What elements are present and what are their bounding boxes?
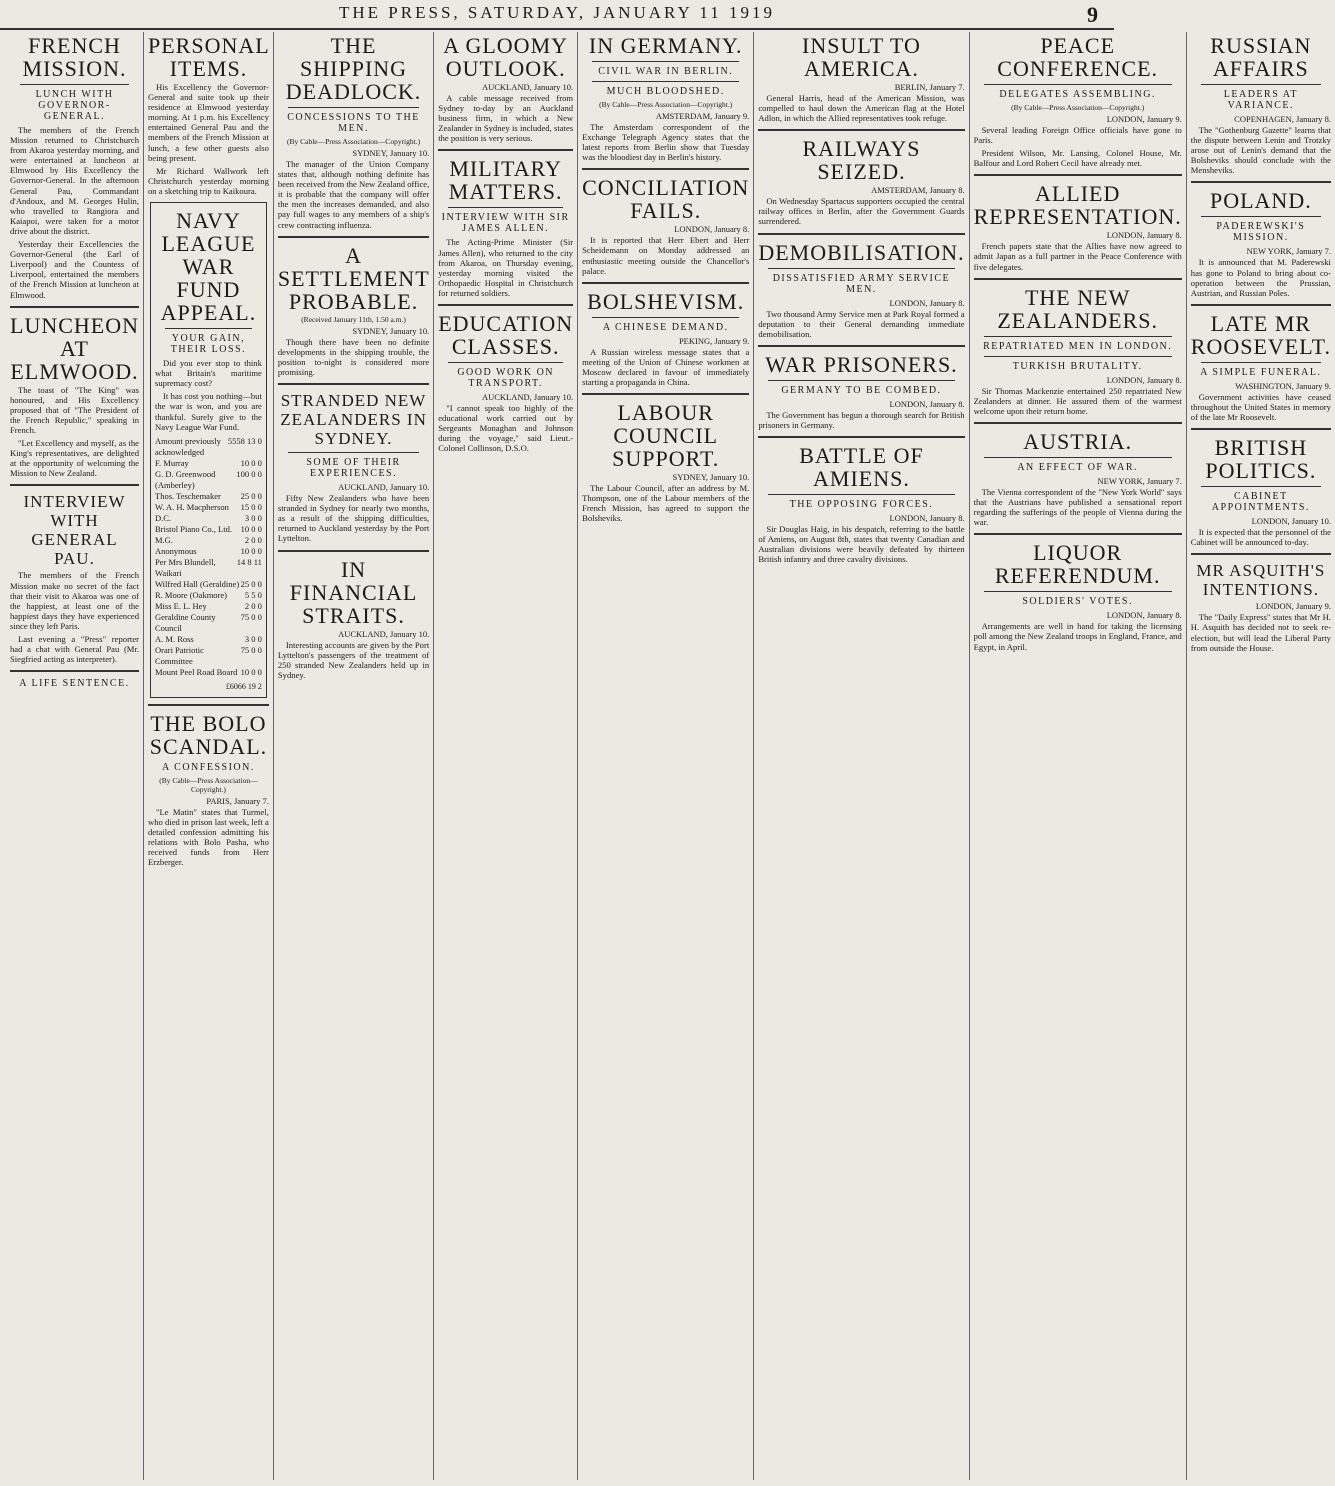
article-dateline: LONDON, January 8. [889, 398, 965, 409]
divider [288, 107, 419, 108]
article [974, 422, 1182, 527]
article-dateline: SYDNEY, January 10. [672, 472, 750, 483]
article [278, 383, 429, 543]
article-dateline: NEW YORK, January 7. [1246, 246, 1331, 257]
article-paragraph: It is reported that Herr Ebert and Herr Scheidemann on Monday addressed an enthusiastic meeting outside the Chancellor's palace. [582, 235, 750, 276]
subscriber-name: Geraldine County Council [155, 611, 216, 633]
article-dateline: LONDON, January 8. [889, 297, 965, 308]
article-heading: MILITARY MATTERS. [448, 156, 563, 205]
divider [758, 233, 964, 235]
subscription-amount: 15 0 0 [240, 501, 262, 512]
article-heading: A GLOOMY OUTLOOK. [443, 33, 569, 81]
subscription-list [155, 436, 262, 678]
subscription-row [155, 469, 262, 491]
article-heading: IN FINANCIAL STRAITS. [289, 556, 418, 628]
article-paragraph: Interesting accounts are given by the Port Lyttelton's passengers of the treatment of 250 stranded New Zealanders held up in Sydney. [277, 639, 430, 680]
article-source: (By Cable—Press Association—Copyright.) [286, 137, 421, 146]
article [974, 533, 1182, 651]
divider [974, 533, 1182, 535]
article-paragraph: "Let Excellency and myself, as the King's representatives, are delighted at the opportunity of welcoming the Mission to New Zealand. [10, 438, 139, 479]
article [278, 236, 429, 377]
appeal-paragraph: It has cost you nothing—but the war is won, and you are thankful. Surely give to the Navy League War Fund. [155, 391, 262, 432]
subscriber-name: Per Mrs Blundell, Waikari [155, 556, 216, 578]
divider [984, 457, 1172, 458]
article-paragraph: His Excellency the Governor-General and suite took up their residence at Elmwood yesterday morning. At 1 p.m. his Excellency entertained General Pau and the members of the French Mission at lunch, a few other guests also being present. [148, 82, 269, 163]
subscriber-name: Orari Patriotic Committee [155, 644, 204, 666]
subscription-row [155, 590, 262, 601]
appeal-heading: NAVY LEAGUE WAR FUND APPEAL. [160, 208, 257, 326]
article [582, 393, 749, 523]
divider [1201, 84, 1321, 85]
column-4 [433, 32, 577, 1480]
subscriber-name: Wilfred Hall (Geraldine) [155, 578, 240, 589]
article [582, 34, 749, 162]
divider [165, 328, 252, 329]
article-dateline: AMSTERDAM, January 8. [871, 185, 965, 196]
article-paragraph: General Harris, head of the American Mission, was compelled to haul down the American flag at the Hotel Adlon, in which the Allied representatives took refuge. [758, 93, 965, 124]
subscription-row [155, 502, 262, 513]
subscriber-name: Anonymous [155, 545, 197, 556]
divider [582, 393, 749, 395]
divider [758, 129, 964, 131]
article-dateline: AUCKLAND, January 10. [481, 82, 574, 92]
subscriber-name: Miss E. L. Hey [155, 600, 207, 611]
column-8 [1186, 32, 1335, 1480]
article-subheading: CONCESSIONS TO THE MEN. [287, 112, 420, 134]
subscription-amount: 25 0 0 [240, 490, 262, 501]
subscriber-name: Mount Peel Road Board [155, 666, 238, 677]
article-paragraph: The toast of "The King" was honoured, and His Excellency proposed that of "The President of the French Republic," speaking in French. [10, 384, 139, 435]
subscriber-name: M.G. [155, 534, 173, 545]
divider [768, 380, 954, 381]
article-paragraph: "Le Matin" states that Turmel, who died in prison last week, left a detailed confession admitting his relations with Bolo Pasha, who received funds from Herr Erzberger. [148, 806, 269, 868]
article-dateline: AUCKLAND, January 10. [338, 482, 430, 493]
article-heading: LIQUOR REFERENDUM. [994, 540, 1161, 589]
article-paragraph: It is expected that the personnel of the Cabinet will be announced to-day. [1190, 527, 1331, 548]
article-heading: THE SHIPPING DEADLOCK. [285, 33, 422, 104]
article-heading: LABOUR COUNCIL SUPPORT. [612, 400, 720, 472]
article-heading: RAILWAYS SEIZED. [802, 136, 921, 185]
article [148, 34, 269, 196]
article-subheading: MUCH BLOODSHED. [606, 86, 725, 97]
article [438, 304, 573, 453]
article-paragraph: Yesterday their Excellencies the Governor-General (the Earl of Liverpool) and the Countess of Liverpool, entertained the members of the French Mission at luncheon at Elmwood. [10, 239, 139, 300]
divider [10, 484, 139, 486]
article-paragraph: Sir Thomas Mackenzie entertained 250 repatriated New Zealanders at dinner. He assured them of the warmest welcome upon their return home. [973, 385, 1182, 416]
article-paragraph: Last evening a "Press" reporter had a chat with General Pau (Mr. Siegfried acting as interpreter). [10, 634, 139, 665]
article-subheading: SOLDIERS' VOTES. [1022, 596, 1133, 608]
divider [984, 336, 1172, 337]
divider [768, 494, 954, 495]
article-heading: CONCILIATION FAILS. [582, 175, 750, 224]
subscription-row [155, 491, 262, 502]
article-dateline: LONDON, January 9. [1255, 601, 1331, 612]
article-heading: LUNCHEON AT ELMWOOD. [10, 312, 139, 384]
article-heading: POLAND. [1209, 188, 1312, 214]
article-paragraph: Sir Douglas Haig, in his despatch, referring to the battle of Amiens, on August 8th, states that twenty Canadian and Australian divisions were heavily defeated by thirteen British infantry and three cavalry divisions. [758, 524, 965, 565]
divider [974, 278, 1182, 280]
article [1191, 181, 1331, 297]
article [1191, 553, 1331, 652]
article-paragraph: Arrangements are well in hand for taking the licensing poll among the New Zealand troops in England, France, and Egypt, in April. [973, 621, 1182, 652]
divider [20, 84, 129, 85]
article-source: (By Cable—Press Association—Copyright.) [599, 100, 733, 109]
article-dateline: NEW YORK, January 7. [1097, 475, 1182, 486]
article-dateline: LONDON, January 8. [1106, 230, 1182, 241]
divider [768, 268, 954, 269]
subscriber-name: W. A. H. Macpherson [155, 501, 229, 512]
article [1191, 304, 1331, 422]
article-heading: ALLIED REPRESENTATION. [973, 181, 1182, 230]
article [10, 306, 139, 479]
article-subheading: SOME OF THEIR EXPERIENCES. [306, 457, 401, 480]
article [10, 484, 139, 664]
article-heading: A SETTLEMENT PROBABLE. [277, 242, 430, 314]
article-subheading: CIVIL WAR IN BERLIN. [598, 66, 734, 77]
article-subheading: LEADERS AT VARIANCE. [1223, 89, 1298, 111]
appeal-box [150, 202, 267, 698]
divider [984, 84, 1172, 85]
article-paragraph: The Acting-Prime Minister (Sir James Allen), who returned to the city from Akaroa, on Thursday evening, yesterday morning visited the Orthopaedic Hospital in Christchurch for returned soldiers. [438, 237, 574, 298]
divider [1201, 362, 1321, 363]
divider [438, 149, 573, 151]
article [1191, 428, 1331, 547]
article-dateline: LONDON, January 8. [674, 224, 750, 235]
divider [1191, 181, 1331, 183]
divider [984, 356, 1172, 357]
article-dateline: PARIS, January 7. [206, 795, 269, 806]
column-5 [577, 32, 753, 1480]
divider [10, 670, 139, 672]
divider [10, 306, 139, 308]
column-7 [969, 32, 1186, 1480]
article-source: (By Cable—Press Association—Copyright.) [1011, 103, 1145, 112]
article-subheading: TURKISH BRUTALITY. [1012, 360, 1143, 372]
article-paragraph: The members of the French Mission make no secret of the fact that their visit to Akaroa was one of the happiest, at least one of the happiest days they have experienced since they left Paris. [10, 570, 139, 631]
article-paragraph: President Wilson, Mr. Lansing, Colonel House, Mr. Balfour and Lord Robert Cecil have already met. [973, 148, 1182, 169]
appeal-subheading: YOUR GAIN, THEIR LOSS. [170, 333, 247, 356]
article-dateline: SYDNEY, January 10. [352, 325, 430, 336]
divider [592, 317, 739, 318]
article-heading: BRITISH POLITICS. [1205, 435, 1317, 484]
subscription-row [155, 579, 262, 590]
article-dateline: AUCKLAND, January 10. [338, 628, 430, 639]
subscription-amount: 14 8 11 [236, 556, 262, 567]
divider [278, 383, 429, 385]
article-heading: INSULT TO AMERICA. [802, 33, 921, 81]
article [758, 129, 964, 226]
article-heading: PEACE CONFERENCE. [997, 33, 1159, 81]
article-paragraph: The "Gothenburg Gazette" learns that the dispute between Lenin and Trotzky arose out of Lenin's demand that the Bolsheviks should conclude with the Mensheviks. [1190, 125, 1331, 176]
article-dateline: LONDON, January 9. [1106, 114, 1182, 124]
subscription-amount: 5 5 0 [244, 589, 262, 600]
divider [1191, 304, 1331, 306]
subscription-row [155, 546, 262, 557]
article-subheading: A CHINESE DEMAND. [602, 321, 729, 333]
article [278, 34, 429, 230]
subscription-amount: 10 0 0 [240, 545, 262, 556]
article-subheading: CABINET APPOINTMENTS. [1211, 491, 1310, 514]
column-3 [273, 32, 433, 1480]
article-heading: INTERVIEW WITH GENERAL PAU. [23, 492, 126, 569]
article-paragraph: The Amsterdam correspondent of the Exchange Telegraph Agency states that the latest reports from Berlin show that Tuesday was the bloodiest day in Berlin's history. [582, 122, 750, 163]
article-dateline: LONDON, January 10. [1251, 516, 1331, 527]
masthead-title: THE PRESS, SATURDAY, JANUARY 11 1919 [339, 3, 775, 22]
divider [1201, 216, 1321, 217]
divider [1201, 486, 1321, 487]
page-number: 9 [1087, 2, 1098, 27]
article-dateline: COPENHAGEN, January 8. [1234, 114, 1331, 124]
divider [582, 168, 749, 170]
divider [974, 174, 1182, 176]
article-heading: THE NEW ZEALANDERS. [997, 284, 1159, 333]
article-heading: MR ASQUITH'S INTENTIONS. [1196, 561, 1326, 600]
subscription-row [155, 645, 262, 667]
subscriber-name: A. M. Ross [155, 633, 194, 644]
article-source: (By Cable—Press Association—Copyright.) [159, 775, 258, 794]
column-2 [143, 32, 273, 1480]
article-heading: EDUCATION CLASSES. [438, 311, 574, 360]
columns [6, 32, 1331, 1480]
article-subheading: DISSATISFIED ARMY SERVICE MEN. [772, 272, 951, 295]
article-paragraph: Fifty New Zealanders who have been stranded in Sydney for nearly two months, as a result of the shipping difficulties, returned to Auckland yesterday by the Port Lyttelton. [277, 493, 430, 544]
divider [984, 591, 1172, 592]
article-subheading: A CONFESSION. [162, 761, 255, 773]
article-dateline: SYDNEY, January 10. [352, 148, 430, 158]
divider [758, 436, 964, 438]
article-paragraph: The manager of the Union Company states that, although nothing definite has been received from the New Zealand office, it is probable that the company will offer the men the increases demanded, and also pay full wages to any members of a ship's crew contracting influenza. [277, 159, 430, 230]
divider [592, 61, 739, 62]
subscription-amount: 2 0 0 [244, 600, 262, 611]
article-dateline: PEKING, January 9. [678, 335, 750, 346]
article-dateline: LONDON, January 8. [889, 513, 965, 524]
article [974, 34, 1182, 168]
article-paragraph: Two thousand Army Service men at Park Royal formed a deputation to their General demanding immediate demobilisation. [758, 308, 965, 339]
divider [438, 304, 573, 306]
column-1 [6, 32, 143, 1480]
subscription-row [155, 557, 262, 579]
article [278, 550, 429, 680]
article-paragraph: Mr Richard Wallwork left Christchurch yesterday morning on a sketching trip to Kaikoura. [148, 165, 269, 196]
divider [148, 704, 269, 706]
article [758, 436, 964, 564]
article-dateline: AMSTERDAM, January 9. [655, 111, 750, 121]
article-paragraph: The "Daily Express" states that Mr H. H. Asquith has decided not to seek re-election, but will lead the Liberal Party from outside the House. [1190, 612, 1331, 653]
article-paragraph: A Russian wireless message states that a meeting of the Union of Chinese workmen at Moscow declared in favour of immediately starting a propaganda in China. [582, 346, 750, 388]
subscription-row [155, 513, 262, 524]
divider [1191, 428, 1331, 430]
masthead [0, 0, 1114, 30]
subscription-amount: 100 0 0 [236, 468, 262, 479]
article-dateline: WASHINGTON, January 9. [1235, 380, 1331, 391]
subscription-amount: 5558 13 0 [227, 435, 262, 446]
divider [278, 550, 429, 552]
divider [592, 81, 739, 82]
article-dateline: LONDON, January 8. [1106, 374, 1182, 385]
article-paragraph: A cable message received from Sydney to-day by an Auckland business firm, in which a New Zealander in Sydney is included, states the position is very serious. [438, 93, 574, 144]
article-subheading: DELEGATES ASSEMBLING. [999, 89, 1156, 100]
subscription-amount: 2 0 0 [244, 534, 262, 545]
divider [288, 452, 419, 453]
article [10, 34, 139, 300]
article-heading: LATE MR ROOSEVELT. [1190, 310, 1331, 359]
article-heading: PERSONAL ITEMS. [148, 33, 270, 81]
subscription-row [155, 612, 262, 634]
article-heading: STRANDED NEW ZEALANDERS IN SYDNEY. [280, 391, 427, 449]
divider [758, 345, 964, 347]
article-subheading: LUNCH WITH GOVERNOR-GENERAL. [35, 89, 114, 122]
subscription-row [155, 634, 262, 645]
article-paragraph: Though there have been no definite developments in the shipping trouble, the position to-night is considered more promising. [277, 336, 430, 377]
article-dateline: AUCKLAND, January 10. [481, 392, 574, 403]
article [758, 34, 964, 123]
article-heading: THE BOLO SCANDAL. [149, 710, 268, 759]
subscriber-name: Thos. Teschemaker [155, 490, 221, 501]
article-paragraph: Several leading Foreign Office officials have gone to Paris. [973, 125, 1182, 146]
article-paragraph: The members of the French Mission returned to Christchurch from Akaroa yesterday morning, and were entertained at luncheon at Elmwood by His Excellency the Governor-General. In the afternoon General Pau, Commandant d'Andoux, and M. Georges Hulin, who travelled to Rangiora and Kaiapoi, were taken for a motor drive about the district. [10, 125, 139, 236]
article-subheading: REPATRIATED MEN IN LONDON. [983, 340, 1173, 352]
subscription-row [155, 458, 262, 469]
article-dateline: BERLIN, January 7. [894, 82, 965, 92]
article-subheading: A SIMPLE FUNERAL. [1200, 366, 1322, 378]
article [974, 278, 1182, 416]
article-subheading: PADEREWSKI'S MISSION. [1216, 221, 1306, 244]
article-heading: BATTLE OF AMIENS. [799, 443, 924, 492]
article-subheading: GOOD WORK ON TRANSPORT. [457, 367, 555, 390]
article-subheading: INTERVIEW WITH SIR JAMES ALLEN. [441, 212, 570, 235]
article-heading: RUSSIAN AFFAIRS [1210, 33, 1312, 81]
article-heading: DEMOBILISATION. [758, 239, 965, 265]
article [758, 233, 964, 339]
article-heading: FRENCH MISSION. [22, 33, 127, 81]
subscription-amount: 75 0 0 [240, 611, 262, 622]
subscriber-name: D.C. [155, 512, 172, 523]
article-paragraph: It is announced that M. Paderewski has gone to Poland to bring about co-operation between the Prussian, Austrian, and Russian Poles. [1190, 257, 1331, 298]
subscriber-name: Bristol Piano Co., Ltd. [155, 523, 232, 534]
article-heading: BOLSHEVISM. [587, 288, 745, 314]
article-paragraph: The Labour Council, after an address by M. Thompson, one of the Labour members of the French Mission, has agreed to support the Bolsheviks. [582, 483, 750, 524]
article [974, 174, 1182, 271]
article-subheading: GERMANY TO BE COMBED. [781, 384, 942, 396]
subscription-amount: 10 0 0 [240, 666, 262, 677]
subscription-amount: 25 0 0 [240, 578, 262, 589]
article [758, 345, 964, 430]
article-paragraph: French papers state that the Allies have now agreed to admit Japan as a full partner in the Peace Conference with five delegates. [973, 241, 1182, 272]
subscription-amount: 3 0 0 [244, 633, 262, 644]
subscription-row [155, 524, 262, 535]
article-dateline: LONDON, January 8. [1106, 610, 1182, 621]
subscriber-name: Amount previously acknowledged [155, 435, 221, 457]
subscriber-name: R. Moore (Oakmore) [155, 589, 227, 600]
article-paragraph: The Government has begun a thorough search for British prisoners in Germany. [758, 409, 965, 430]
subscription-row [155, 667, 262, 678]
article-paragraph: On Wednesday Spartacus supporters occupied the central railway offices in Berlin, after the Government Guards surrendered. [758, 196, 965, 227]
article-heading: AUSTRIA. [1023, 428, 1133, 454]
article-heading: IN GERMANY. [588, 33, 743, 58]
column-6 [753, 32, 968, 1480]
subscription-amount: 75 0 0 [240, 644, 262, 655]
subscription-amount: 10 0 0 [240, 457, 262, 468]
subscription-row [155, 601, 262, 612]
article-paragraph: Government activities have ceased throughout the United States in memory of the late Mr Roosevelt. [1190, 391, 1331, 423]
divider [1191, 553, 1331, 555]
article-heading: WAR PRISONERS. [765, 351, 958, 377]
article-source: (Received January 11th, 1.50 a.m.) [301, 314, 406, 324]
subscriber-name: G. D. Greenwood (Amberley) [155, 468, 216, 490]
subscription-row [155, 436, 262, 458]
article [438, 149, 573, 298]
appeal-paragraph: Did you ever stop to think what Britain's maritime supremacy cost? [155, 358, 262, 389]
article-paragraph: "I cannot speak too highly of the educational work carried out by Sergeants Monaghan and Johnson during the voyage," said Lieut.-Colonel Collinson, D.S.O. [438, 403, 574, 454]
article-subheading: THE OPPOSING FORCES. [789, 499, 934, 511]
article [582, 168, 749, 275]
article [582, 282, 749, 387]
notice-heading: A LIFE SENTENCE. [19, 678, 130, 690]
subscription-amount: 10 0 0 [240, 523, 262, 534]
divider [974, 422, 1182, 424]
appeal-total: £6066 19 2 [225, 681, 262, 691]
subscription-amount: 3 0 0 [244, 512, 262, 523]
article [148, 704, 269, 868]
divider [448, 207, 563, 208]
subscription-row [155, 535, 262, 546]
subscriber-name: F. Murray [155, 457, 189, 468]
article-subheading: AN EFFECT OF WAR. [1017, 461, 1139, 473]
divider [448, 362, 563, 363]
divider [278, 236, 429, 238]
divider [582, 282, 749, 284]
article [438, 34, 573, 143]
article-paragraph: The Vienna correspondent of the "New York World" says that the Austrians have published a sensational report regarding the sufferings of the people of Vienna during the war. [973, 486, 1182, 528]
article [1191, 34, 1331, 175]
